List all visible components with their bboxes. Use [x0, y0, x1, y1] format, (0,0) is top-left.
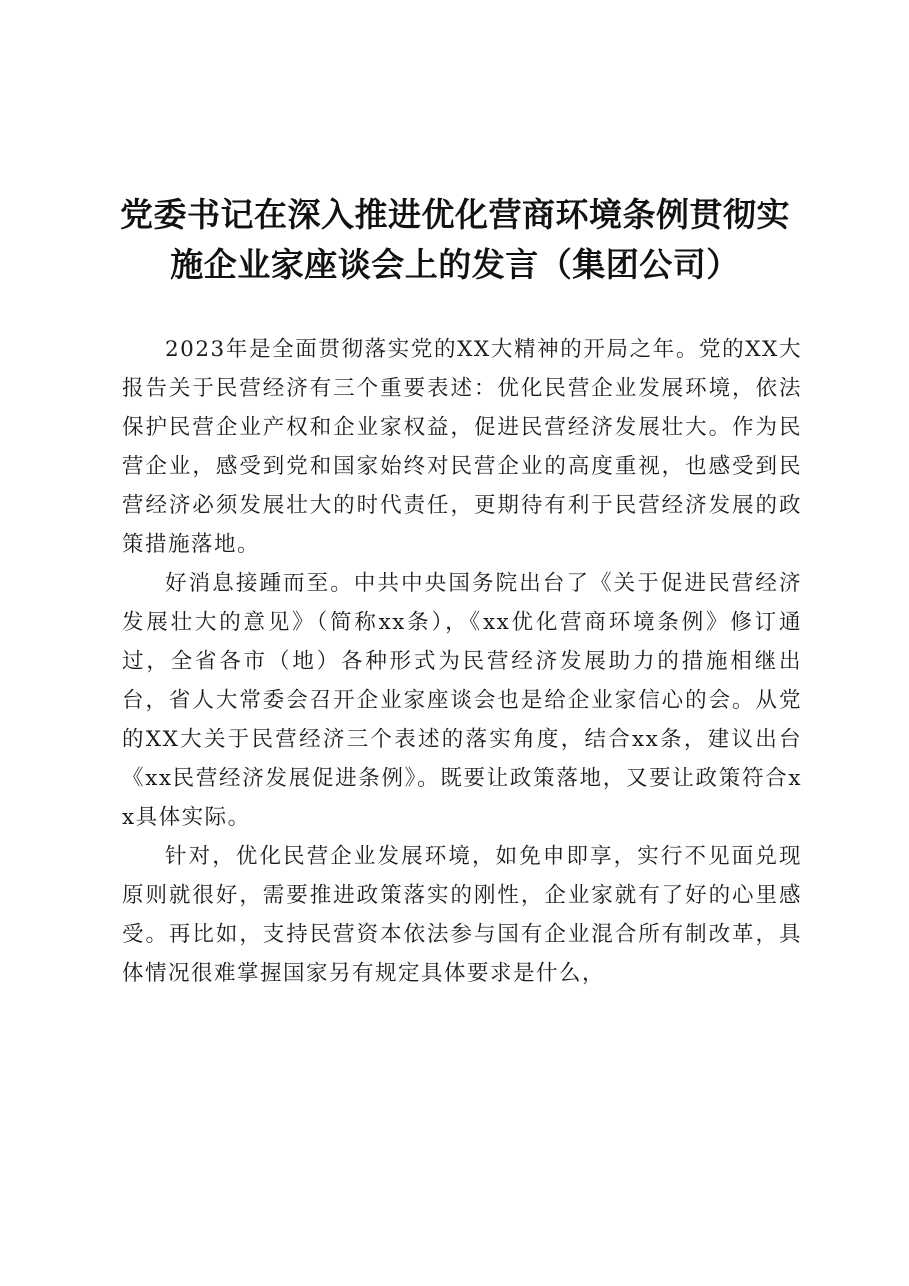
title-line-2: 施企业家座谈会上的发言（集团公司）	[170, 245, 740, 284]
document-title	[105, 190, 805, 290]
paragraph-2: 好消息接踵而至。中共中央国务院出台了《关于促进民营经济发展壮大的意见》（简称xx条），《xx优化营商环境条例》修订通过，全省各市（地）各种形式为民营经济发展助力的措施相继出台，省人大常委会召开企业家座谈会也是给企业家信心的会。从党的XX大关于民营经济三个表述的落实角度，结合xx条，建议出台《xx民营经济发展促进条例》。既要让政策落地，又要让政策符合xx具体实际。	[122, 571, 802, 830]
title-line-1: 党委书记在深入推进优化营商环境条例贯彻实	[120, 195, 790, 234]
paragraph-1: 2023年是全面贯彻落实党的XX大精神的开局之年。党的XX大报告关于民营经济有三个重要表述：优化民营企业发展环境，依法保护民营企业产权和企业家权益，促进民营经济发展壮大。作为民营企业，感受到党和国家始终对民营企业的高度重视，也感受到民营经济必须发展壮大的时代责任，更期待有利于民营经济发展的政策措施落地。	[122, 337, 802, 557]
document-body	[122, 330, 802, 993]
paragraph-3: 针对，优化民营企业发展环境，如免申即享，实行不见面兑现原则就很好，需要推进政策落实的刚性，企业家就有了好的心里感受。再比如，支持民营资本依法参与国有企业混合所有制改革，具体情况很难掌握国家另有规定具体要求是什么，	[122, 844, 802, 986]
